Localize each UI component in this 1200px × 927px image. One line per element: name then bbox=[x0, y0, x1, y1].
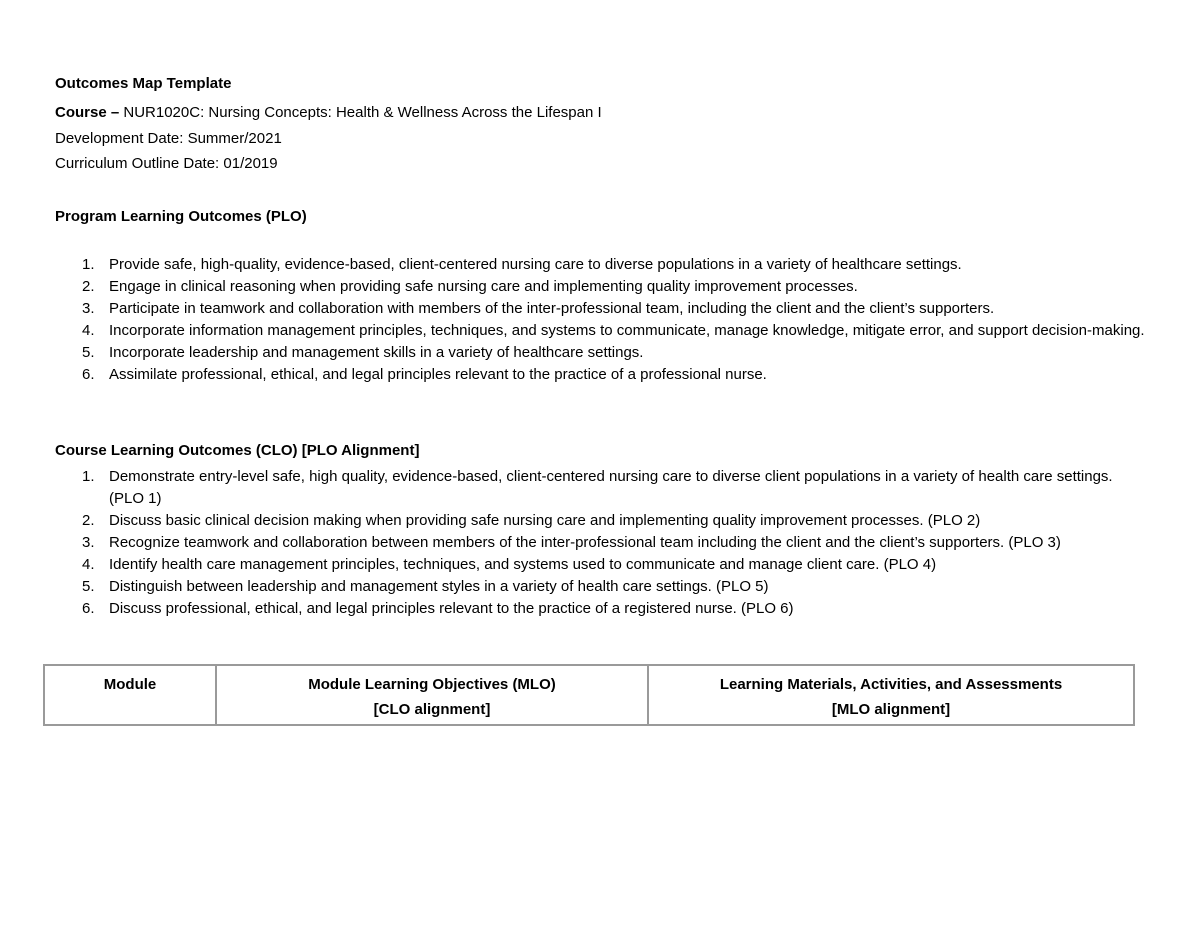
plo-item-number: 3. bbox=[82, 300, 95, 317]
plo-item-number: 2. bbox=[82, 278, 95, 295]
plo-item bbox=[55, 254, 1145, 276]
plo-item-number: 1. bbox=[82, 256, 95, 273]
clo-item-number: 3. bbox=[82, 534, 95, 551]
clo-item-number: 2. bbox=[82, 512, 95, 529]
clo-item bbox=[55, 532, 1145, 554]
plo-item bbox=[55, 342, 1145, 364]
plo-list bbox=[55, 254, 1145, 386]
plo-item-text: Incorporate leadership and management skills in a variety of healthcare settings. bbox=[109, 344, 644, 361]
plo-item-number: 5. bbox=[82, 344, 95, 361]
header-mlo: Module Learning Objectives (MLO) [CLO alignment] bbox=[216, 665, 648, 725]
clo-item bbox=[55, 598, 1145, 620]
clo-list bbox=[55, 466, 1145, 620]
plo-heading: Program Learning Outcomes (PLO) bbox=[55, 208, 307, 225]
clo-item bbox=[55, 554, 1145, 576]
clo-item-number: 5. bbox=[82, 578, 95, 595]
plo-item-text: Engage in clinical reasoning when providing safe nursing care and implementing quality improvement processes. bbox=[109, 278, 858, 295]
clo-heading: Course Learning Outcomes (CLO) [PLO Alignment] bbox=[55, 442, 420, 459]
course-label: Course – bbox=[55, 104, 120, 121]
plo-item bbox=[55, 364, 1145, 386]
plo-item-text: Provide safe, high-quality, evidence-based, client-centered nursing care to diverse populations in a variety of healthcare settings. bbox=[109, 256, 962, 273]
clo-item-text: Recognize teamwork and collaboration between members of the inter-professional team including the client and the client’s supporters. (PLO 3) bbox=[109, 534, 1061, 551]
plo-item-text: Incorporate information management principles, techniques, and systems to communicate, manage knowledge, mitigate error, and support decision-making. bbox=[109, 322, 1145, 339]
clo-item bbox=[55, 576, 1145, 598]
clo-item bbox=[55, 510, 1145, 532]
table-header-row bbox=[44, 665, 1134, 725]
plo-item bbox=[55, 320, 1145, 342]
plo-item-text: Assimilate professional, ethical, and legal principles relevant to the practice of a professional nurse. bbox=[109, 366, 767, 383]
clo-item-text: Demonstrate entry-level safe, high quality, evidence-based, client-centered nursing care to diverse client populations in a variety of health care settings. (PLO 1) bbox=[109, 468, 1113, 507]
header-materials: Learning Materials, Activities, and Assessments [MLO alignment] bbox=[648, 665, 1134, 725]
clo-item-text: Distinguish between leadership and management styles in a variety of health care settings. (PLO 5) bbox=[109, 578, 769, 595]
clo-item-text: Identify health care management principles, techniques, and systems used to communicate and manage client care. (PLO 4) bbox=[109, 556, 937, 573]
clo-item-text: Discuss basic clinical decision making when providing safe nursing care and implementing quality improvement processes. (PLO 2) bbox=[109, 512, 981, 529]
clo-item-number: 6. bbox=[82, 600, 95, 617]
course-line bbox=[55, 103, 602, 123]
plo-item-number: 6. bbox=[82, 366, 95, 383]
plo-item bbox=[55, 276, 1145, 298]
header-module: Module bbox=[44, 665, 216, 725]
plo-item-text: Participate in teamwork and collaboration with members of the inter-professional team, including the client and the client’s supporters. bbox=[109, 300, 995, 317]
development-date: Development Date: Summer/2021 bbox=[55, 130, 282, 147]
document-title: Outcomes Map Template bbox=[55, 75, 232, 92]
curriculum-date: Curriculum Outline Date: 01/2019 bbox=[55, 155, 278, 172]
course-value: NUR1020C: Nursing Concepts: Health & Wellness Across the Lifespan I bbox=[119, 104, 602, 121]
clo-item bbox=[55, 466, 1145, 510]
clo-item-number: 1. bbox=[82, 468, 95, 485]
plo-item-number: 4. bbox=[82, 322, 95, 339]
plo-item bbox=[55, 298, 1145, 320]
clo-item-number: 4. bbox=[82, 556, 95, 573]
clo-item-text: Discuss professional, ethical, and legal principles relevant to the practice of a registered nurse. (PLO 6) bbox=[109, 600, 794, 617]
outcomes-map-table bbox=[43, 664, 1135, 726]
